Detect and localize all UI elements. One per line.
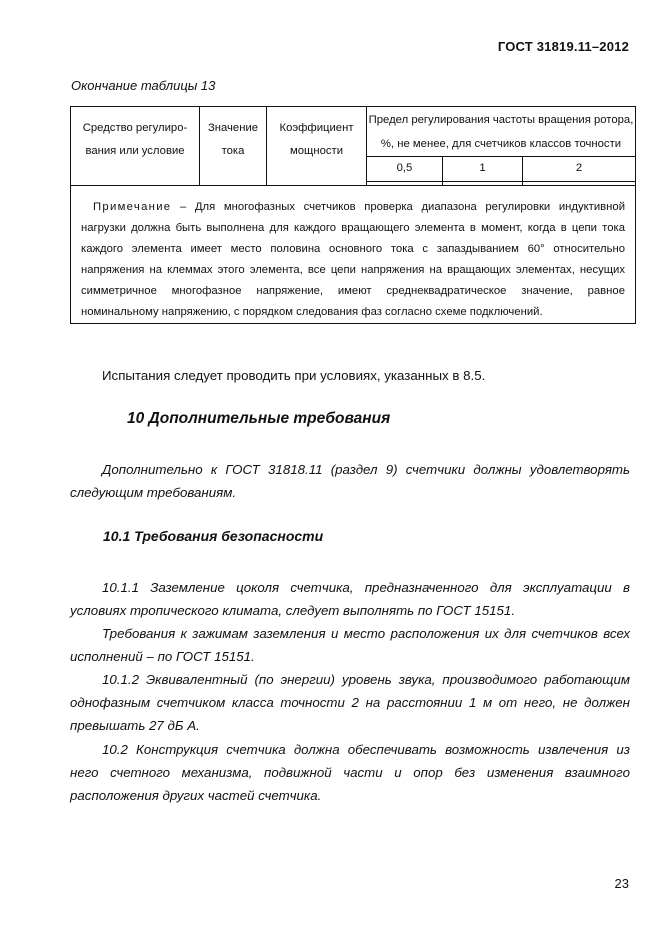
section-heading-10: 10 Дополнительные требования	[127, 410, 391, 427]
paragraph-10-2: 10.2 Конструкция счетчика должна обеспечивать возможность извлечения из него счетного механизма, подвижной части и опор без изменения взаимного расположения других частей счетчика.	[70, 742, 630, 803]
accuracy-class-0-5: 0,5	[367, 157, 443, 182]
paragraph-10-1-2: 10.1.2 Эквивалентный (по энергии) уровень звука, производимого работающим однофазным счетчиком класса точности 2 на расстоянии 1 м от него, не должен превышать 27 дБ А.	[70, 672, 630, 733]
page-number: 23	[614, 876, 629, 891]
paragraph-10-1-1-grounding: Требования к зажимам заземления и место расположения их для счетчиков всех исполнений – по ГОСТ 15151.	[70, 626, 630, 664]
column-header-power-factor: Коэффициент мощности	[267, 107, 367, 186]
table-13	[70, 106, 636, 324]
accuracy-class-2: 2	[523, 157, 636, 182]
table-note	[71, 186, 636, 324]
table-caption: Окончание таблицы 13	[71, 78, 216, 93]
accuracy-class-1: 1	[443, 157, 523, 182]
paragraph-10-intro: Дополнительно к ГОСТ 31818.11 (раздел 9) счетчики должны удовлетворять следующим требованиям.	[70, 462, 630, 500]
paragraph-tests: Испытания следует проводить при условиях, указанных в 8.5.	[102, 368, 486, 383]
column-header-rotor-speed-limit: Предел регулирования частоты вращения ротора, %, не менее, для счетчиков классов точности	[367, 107, 636, 157]
column-header-current: Значение тока	[200, 107, 267, 186]
section-heading-10-1: 10.1 Требования безопасности	[103, 528, 324, 544]
note-text: – Для многофазных счетчиков проверка диапазона регулировки индуктивной нагрузки должна быть выполнена для каждого вращающего элемента в момент, когда в цепи тока каждого элемента имеет место половина основного тока с запаздыванием 60° относительно напряжения на клеммах этого элемента, все цепи напряжения на вращающих элементах, несущих симметричное многофазное напряжение, имеют среднеквадратическое значение, равное номинальному напряжению, с порядком следования фаз согласно схеме подключений.	[81, 201, 625, 318]
standard-header: ГОСТ 31819.11–2012	[497, 39, 629, 54]
column-header-regulation: Средство регулиро-вания или условие	[71, 107, 200, 186]
note-label: Примечание	[93, 201, 172, 213]
paragraph-10-1-1: 10.1.1 Заземление цоколя счетчика, предназначенного для эксплуатации в условиях тропического климата, следует выполнять по ГОСТ 15151.	[70, 580, 630, 618]
